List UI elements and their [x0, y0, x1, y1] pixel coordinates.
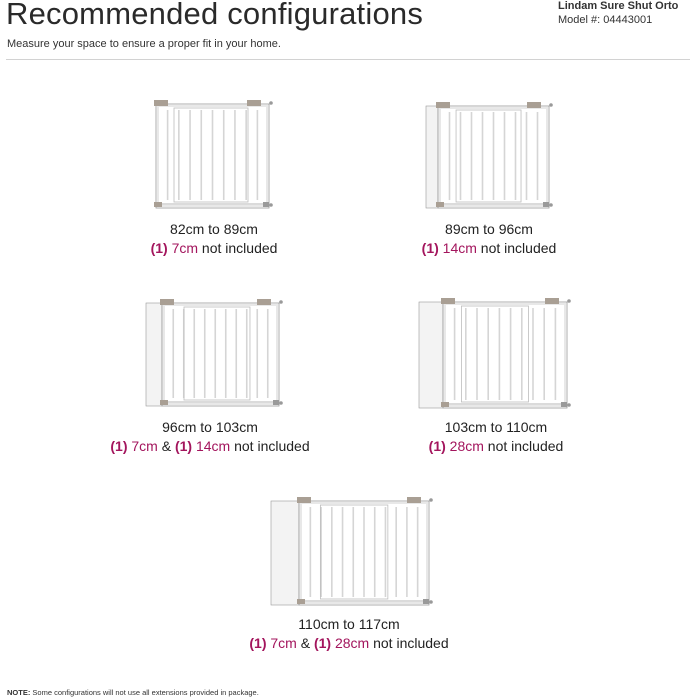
extension-note — [396, 438, 596, 454]
extension-qty: (1) — [313, 635, 332, 651]
gate-illustration — [413, 294, 573, 412]
extension-note — [229, 635, 469, 651]
extension-suffix: not included — [198, 240, 278, 256]
extension-size: 14cm — [438, 240, 477, 256]
config-4 — [396, 419, 596, 454]
page-subtitle: Measure your space to ensure a proper fit in your home. — [7, 38, 281, 50]
extension-qty: (1) — [249, 635, 267, 651]
extension-join: & — [296, 635, 314, 651]
config-2 — [389, 221, 589, 256]
extension-size: 28cm — [445, 438, 484, 454]
extension-qty: (1) — [174, 438, 193, 454]
config-range: 96cm to 103cm — [162, 419, 258, 435]
footnote-text: Some configurations will not use all extensions provided in package. — [30, 688, 259, 697]
gate-illustration — [140, 295, 285, 410]
gate-image-1 — [150, 96, 275, 217]
extension-qty: (1) — [428, 438, 446, 454]
extension-note — [90, 438, 330, 454]
extension-size: 28cm — [331, 635, 370, 651]
extension-qty: (1) — [150, 240, 168, 256]
header-divider — [6, 59, 690, 60]
extension-qty: (1) — [421, 240, 439, 256]
gate-illustration — [150, 96, 275, 212]
extension-note — [389, 240, 589, 256]
gate-image-5 — [265, 493, 435, 614]
gate-illustration — [265, 493, 435, 609]
config-range: 110cm to 117cm — [298, 616, 400, 632]
extension-size: 7cm — [127, 438, 158, 454]
config-range: 103cm to 110cm — [444, 419, 548, 435]
extension-suffix: not included — [476, 240, 557, 256]
model-number: Model #: 04443001 — [558, 14, 653, 26]
extension-qty: (1) — [110, 438, 128, 454]
config-3 — [90, 419, 330, 454]
extension-size: 7cm — [167, 240, 199, 256]
product-info — [558, 0, 690, 26]
extension-suffix: not included — [369, 635, 449, 651]
footnote-label: NOTE: — [7, 688, 31, 697]
extension-suffix: not included — [230, 438, 310, 454]
gate-image-2 — [420, 98, 555, 217]
config-5 — [229, 616, 469, 651]
gate-illustration — [420, 98, 555, 212]
extension-size: 14cm — [192, 438, 231, 454]
footnote — [7, 688, 259, 697]
extension-size: 7cm — [266, 635, 297, 651]
gate-image-4 — [413, 294, 573, 417]
extension-join: & — [157, 438, 175, 454]
config-range: 89cm to 96cm — [445, 221, 533, 237]
config-1 — [114, 221, 314, 256]
product-name: Lindam Sure Shut Orto — [558, 0, 679, 12]
extension-suffix: not included — [483, 438, 564, 454]
extension-note — [114, 240, 314, 256]
page-title: Recommended configurations — [6, 0, 424, 31]
config-range: 82cm to 89cm — [170, 221, 258, 237]
gate-image-3 — [140, 295, 285, 415]
